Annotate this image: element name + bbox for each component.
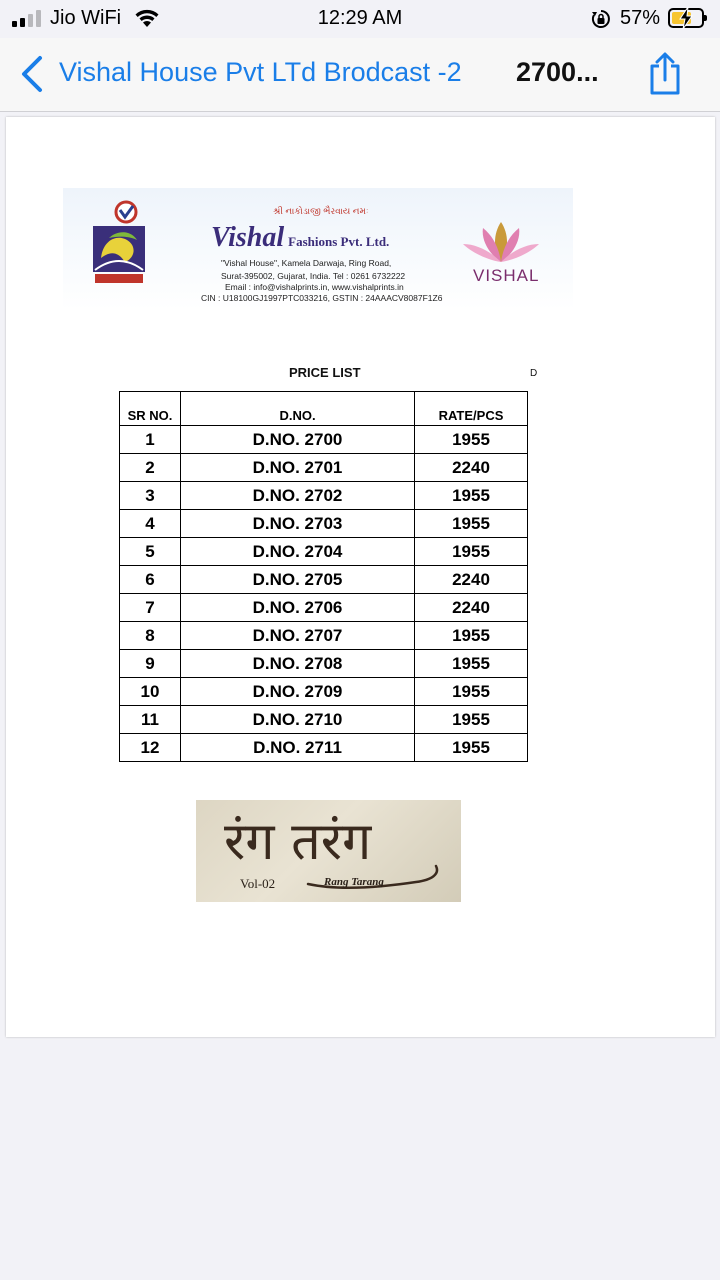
cell-sr-no: 2 [120, 454, 181, 482]
share-icon[interactable] [646, 52, 684, 101]
status-bar [0, 0, 720, 38]
header-sr-no: SR NO. [120, 392, 181, 426]
cell-sr-no: 1 [120, 426, 181, 454]
table-row [120, 706, 528, 734]
header-rate-pcs: RATE/PCS [415, 392, 528, 426]
cell-design-no: D.NO. 2711 [181, 734, 415, 762]
table-row [120, 734, 528, 762]
price-list-corner-letter: D [530, 368, 538, 379]
company-address-line-2: Surat-395002, Gujarat, India. Tel : 0261 6732222 [221, 271, 406, 281]
letterhead-blessing: શ્રી નાકોડાજી ભૈરવાય નમઃ [273, 206, 369, 216]
table-row [120, 566, 528, 594]
catalog-title-hindi: रंग तरंग [224, 812, 372, 872]
table-header-row [120, 392, 528, 426]
cell-rate: 2240 [415, 594, 528, 622]
cell-design-no: D.NO. 2708 [181, 650, 415, 678]
header-design-no: D.NO. [181, 392, 415, 426]
cell-rate: 1955 [415, 678, 528, 706]
carrier-name: Jio WiFi [50, 7, 122, 29]
table-row [120, 426, 528, 454]
cell-design-no: D.NO. 2700 [181, 426, 415, 454]
cell-rate: 1955 [415, 482, 528, 510]
company-email-line: Email : info@vishalprints.in, www.vishalprints.in [225, 282, 404, 292]
cell-design-no: D.NO. 2704 [181, 538, 415, 566]
back-button-title[interactable]: Vishal House Pvt LTd Brodcast -2 [59, 57, 462, 87]
vishal-prints-logo-icon [87, 200, 151, 288]
table-row [120, 454, 528, 482]
battery-charging-icon [668, 8, 704, 28]
table-row [120, 622, 528, 650]
lotus-logo-icon [459, 222, 543, 271]
document-filename: 2700... [516, 57, 599, 87]
cell-sr-no: 5 [120, 538, 181, 566]
table-row [120, 510, 528, 538]
cell-sr-no: 4 [120, 510, 181, 538]
battery-percent: 57% [620, 7, 661, 29]
document-page[interactable] [6, 117, 715, 1037]
cell-sr-no: 12 [120, 734, 181, 762]
price-list-table [119, 391, 528, 762]
company-letterhead [63, 188, 573, 310]
table-row [120, 538, 528, 566]
company-name-suffix: Fashions Pvt. Ltd. [288, 234, 390, 249]
cell-design-no: D.NO. 2707 [181, 622, 415, 650]
cell-design-no: D.NO. 2709 [181, 678, 415, 706]
table-row [120, 678, 528, 706]
table-row [120, 650, 528, 678]
letterhead-brand: VISHAL [473, 266, 540, 285]
cell-rate: 1955 [415, 622, 528, 650]
company-name [211, 222, 389, 254]
price-list-title: PRICE LIST [289, 365, 361, 380]
catalog-subtitle: Rang Tarang [324, 876, 384, 888]
catalog-volume: Vol-02 [240, 876, 276, 891]
catalog-logo-card [196, 800, 461, 902]
cell-rate: 1955 [415, 426, 528, 454]
cell-design-no: D.NO. 2701 [181, 454, 415, 482]
cell-rate: 2240 [415, 454, 528, 482]
cell-rate: 1955 [415, 510, 528, 538]
status-time: 12:29 AM [317, 7, 403, 29]
cell-sr-no: 8 [120, 622, 181, 650]
chevron-left-icon[interactable] [18, 54, 46, 99]
orientation-lock-icon [591, 9, 611, 35]
cell-rate: 1955 [415, 734, 528, 762]
company-cin-line: CIN : U18100GJ1997PTC033216, GSTIN : 24AAACV8087F1Z6 [201, 293, 443, 303]
cell-sr-no: 7 [120, 594, 181, 622]
cell-rate: 2240 [415, 566, 528, 594]
cell-rate: 1955 [415, 706, 528, 734]
cell-sr-no: 3 [120, 482, 181, 510]
cell-design-no: D.NO. 2710 [181, 706, 415, 734]
cell-design-no: D.NO. 2705 [181, 566, 415, 594]
cell-sr-no: 9 [120, 650, 181, 678]
cell-rate: 1955 [415, 538, 528, 566]
cell-sr-no: 6 [120, 566, 181, 594]
navigation-bar [0, 38, 720, 112]
cell-design-no: D.NO. 2702 [181, 482, 415, 510]
company-name-main: Vishal [211, 222, 285, 253]
table-row [120, 594, 528, 622]
cell-sr-no: 11 [120, 706, 181, 734]
cell-sr-no: 10 [120, 678, 181, 706]
table-row [120, 482, 528, 510]
cell-rate: 1955 [415, 650, 528, 678]
company-address-line-1: "Vishal House", Kamela Darwaja, Ring Road, [221, 258, 392, 268]
cell-design-no: D.NO. 2706 [181, 594, 415, 622]
cell-design-no: D.NO. 2703 [181, 510, 415, 538]
